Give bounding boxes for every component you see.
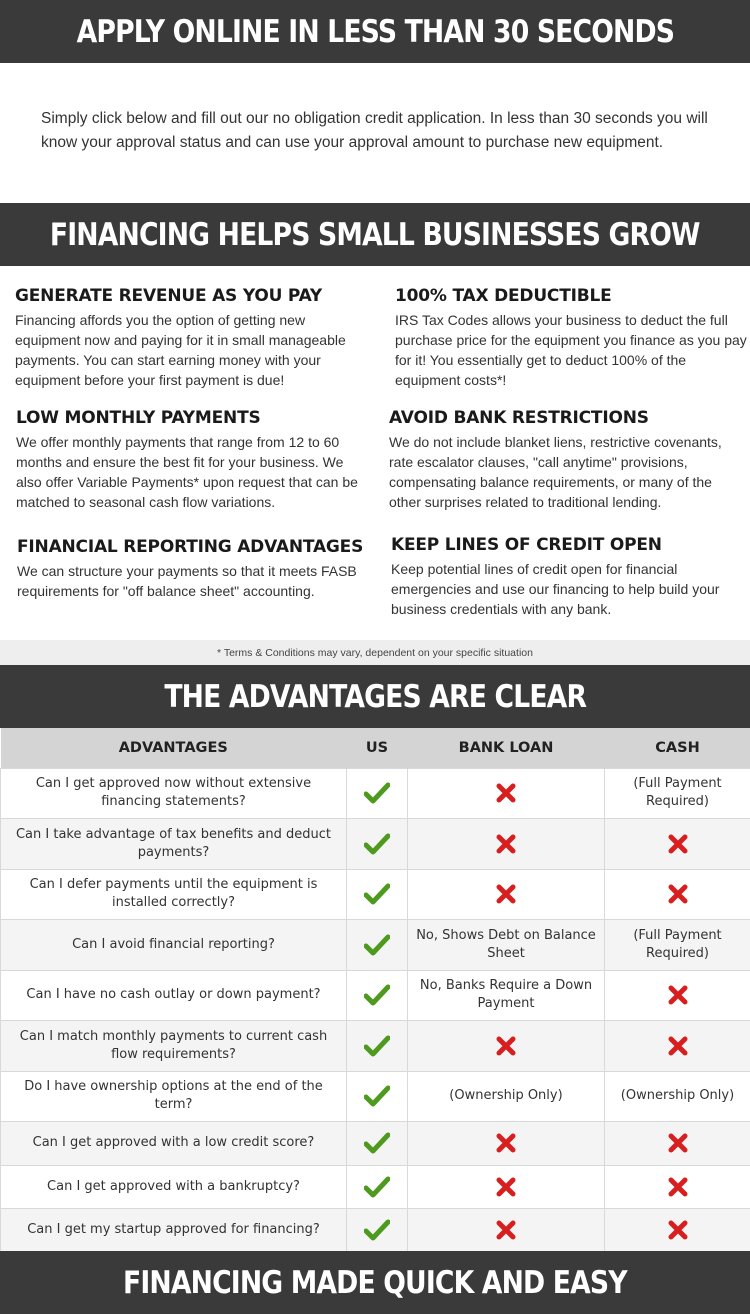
terms-note: * Terms & Conditions may vary, dependent on your specific situation	[0, 640, 750, 665]
cross-icon	[408, 819, 605, 870]
cross-icon	[408, 768, 605, 819]
question-cell: Can I avoid financial reporting?	[1, 920, 347, 971]
bank-note-cell: (Ownership Only)	[408, 1071, 605, 1122]
feature-lines-of-credit	[391, 535, 746, 619]
cross-icon	[605, 1122, 750, 1166]
cross-icon	[408, 1021, 605, 1072]
feature-text: Financing affords you the option of getting new equipment now and paying for it in small manageable payments. You can start earning money with your equipment before your first payment is due!	[15, 312, 346, 388]
check-icon	[347, 869, 408, 920]
feature-title: KEEP LINES OF CREDIT OPEN	[391, 535, 662, 555]
cash-note-cell: (Full Payment Required)	[605, 920, 750, 971]
question-cell: Can I defer payments until the equipment is installed correctly?	[1, 869, 347, 920]
cross-icon	[605, 970, 750, 1021]
check-icon	[347, 1122, 408, 1166]
feature-avoid-bank-restrictions	[389, 408, 744, 512]
question-cell: Can I get approved with a low credit score?	[1, 1122, 347, 1166]
bank-note-cell: No, Shows Debt on Balance Sheet	[408, 920, 605, 971]
question-cell: Can I match monthly payments to current cash flow requirements?	[1, 1021, 347, 1072]
table-row	[1, 1165, 750, 1209]
check-icon	[347, 1165, 408, 1209]
banner-quick-text: FINANCING MADE QUICK AND EASY	[123, 1264, 627, 1301]
feature-text: We do not include blanket liens, restrictive covenants, rate escalator clauses, "call anytime" provisions, compensating balance requirements, or many of the other surprises related to traditional lending.	[389, 434, 722, 510]
question-cell: Can I have no cash outlay or down payment?	[1, 970, 347, 1021]
feature-low-monthly-payments	[16, 408, 371, 512]
question-cell: Do I have ownership options at the end of the term?	[1, 1071, 347, 1122]
feature-title: LOW MONTHLY PAYMENTS	[16, 408, 261, 428]
table-header-row	[1, 728, 750, 768]
banner-advantages-clear	[0, 665, 750, 728]
feature-text: IRS Tax Codes allows your business to deduct the full purchase price for the equipment you finance as you pay for it! You essentially get to deduct 100% of the equipment costs*!	[395, 312, 747, 388]
table-row	[1, 768, 750, 819]
cross-icon	[605, 869, 750, 920]
banner-quick-easy	[0, 1251, 750, 1314]
advantages-table	[0, 728, 750, 1253]
table-row	[1, 1209, 750, 1253]
cross-icon	[605, 819, 750, 870]
bank-note-cell: No, Banks Require a Down Payment	[408, 970, 605, 1021]
table-row	[1, 1071, 750, 1122]
table-row	[1, 1021, 750, 1072]
cross-icon	[408, 1209, 605, 1253]
feature-text: We offer monthly payments that range from 12 to 60 months and ensure the best fit for your business. We also offer Variable Payments* upon request that can be matched to seasonal cash flow variations.	[16, 434, 358, 510]
check-icon	[347, 1071, 408, 1122]
cross-icon	[605, 1021, 750, 1072]
check-icon	[347, 819, 408, 870]
feature-title: FINANCIAL REPORTING ADVANTAGES	[17, 537, 364, 557]
feature-title: AVOID BANK RESTRICTIONS	[389, 408, 649, 428]
feature-text: Keep potential lines of credit open for financial emergencies and use our financing to help build your business credentials with any bank.	[391, 561, 720, 617]
intro-text: Simply click below and fill out our no obligation credit application. In less than 30 seconds you will know your approval status and can use your approval amount to purchase new equipment.	[41, 110, 708, 151]
cash-note-cell: (Ownership Only)	[605, 1071, 750, 1122]
check-icon	[347, 1209, 408, 1253]
banner-grow-text: FINANCING HELPS SMALL BUSINESSES GROW	[50, 216, 700, 253]
table-row	[1, 920, 750, 971]
cash-note-cell: (Full Payment Required)	[605, 768, 750, 819]
question-cell: Can I take advantage of tax benefits and deduct payments?	[1, 819, 347, 870]
cross-icon	[408, 1165, 605, 1209]
feature-generate-revenue	[15, 286, 370, 390]
check-icon	[347, 1021, 408, 1072]
check-icon	[347, 920, 408, 971]
table-row	[1, 869, 750, 920]
header-bank-loan: BANK LOAN	[408, 728, 605, 768]
question-cell: Can I get approved with a bankruptcy?	[1, 1165, 347, 1209]
banner-clear-text: THE ADVANTAGES ARE CLEAR	[164, 678, 586, 715]
feature-title: 100% TAX DEDUCTIBLE	[395, 286, 612, 306]
table-row	[1, 819, 750, 870]
table-row	[1, 1122, 750, 1166]
cross-icon	[605, 1209, 750, 1253]
feature-tax-deductible	[395, 286, 750, 390]
header-cash: CASH	[605, 728, 750, 768]
feature-text: We can structure your payments so that it meets FASB requirements for "off balance sheet" accounting.	[17, 563, 357, 599]
feature-title: GENERATE REVENUE AS YOU PAY	[15, 286, 323, 306]
question-cell: Can I get my startup approved for financing?	[1, 1209, 347, 1253]
cross-icon	[605, 1165, 750, 1209]
header-us: US	[347, 728, 408, 768]
header-advantages: ADVANTAGES	[1, 728, 347, 768]
table-row	[1, 970, 750, 1021]
check-icon	[347, 768, 408, 819]
question-cell: Can I get approved now without extensive financing statements?	[1, 768, 347, 819]
banner-apply-text: APPLY ONLINE IN LESS THAN 30 SECONDS	[76, 13, 674, 50]
feature-financial-reporting	[17, 537, 372, 601]
cross-icon	[408, 869, 605, 920]
banner-financing-helps	[0, 203, 750, 266]
banner-apply-online	[0, 0, 750, 63]
check-icon	[347, 970, 408, 1021]
cross-icon	[408, 1122, 605, 1166]
